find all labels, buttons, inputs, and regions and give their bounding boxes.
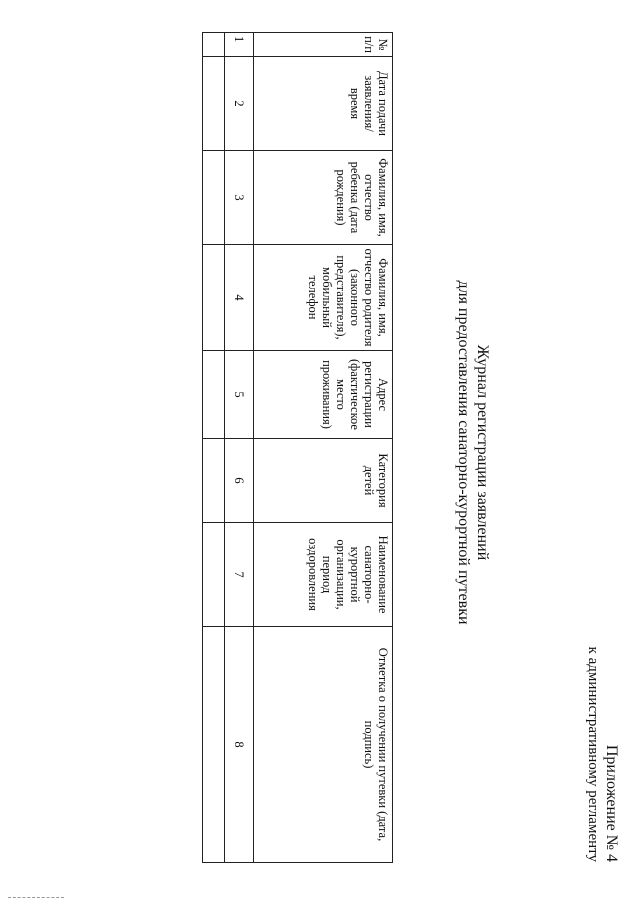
column-number: 6 [225,439,254,523]
header-row [254,33,393,863]
table-row [203,33,225,863]
table-cell [203,245,225,351]
document-title [454,0,492,905]
header-cell: № п/п [254,33,393,57]
header-cell: Фамилия, имя, отчество родителя (законного представителя), мобильный телефон [254,245,393,351]
scan-artifact-line [8,897,64,899]
column-number: 4 [225,245,254,351]
title-line-2: для предоставления санаторно-курортной путевки [455,280,472,625]
title-line-1: Журнал регистрации заявлений [474,344,491,561]
table-cell [203,351,225,439]
appendix-number: Приложение № 4 [603,744,620,862]
column-number: 1 [225,33,254,57]
appendix-reference: к административному регламенту [585,646,601,862]
header-cell: Отметка о получении путевки (дата, подпись) [254,627,393,863]
table-cell [203,439,225,523]
header-cell: Адрес регистрации (фактическое место проживания) [254,351,393,439]
header-cell: Категория детей [254,439,393,523]
table-cell [203,523,225,627]
table-cell [203,57,225,151]
table-cell [203,151,225,245]
column-number: 2 [225,57,254,151]
header-cell: Наименование санаторно-курортной организации, период оздоровления [254,523,393,627]
header-cell: Фамилия, имя, отчество ребенка (дата рождения) [254,151,393,245]
appendix-note [584,647,620,862]
column-number: 7 [225,523,254,627]
column-number: 3 [225,151,254,245]
column-number: 5 [225,351,254,439]
table-cell [203,33,225,57]
column-number: 8 [225,627,254,863]
column-number-row [225,33,254,863]
registration-journal-table [202,32,393,863]
header-cell: Дата подачи заявления/ время [254,57,393,151]
table-cell [203,627,225,863]
